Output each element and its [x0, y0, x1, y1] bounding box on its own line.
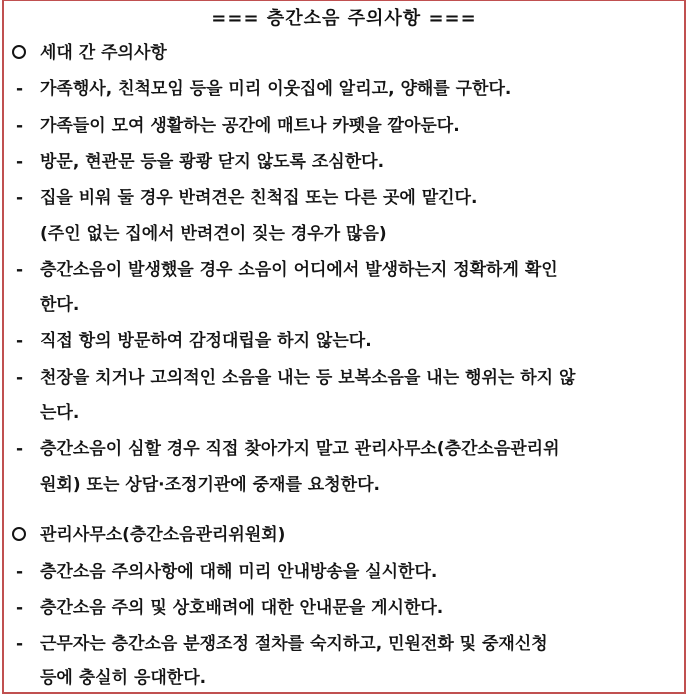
dash-marker: - — [16, 439, 24, 459]
list-item — [16, 151, 384, 173]
list-item-continuation: 한다. — [40, 295, 80, 315]
dash-marker: - — [16, 260, 24, 280]
dash-marker: - — [16, 562, 24, 582]
list-item-continuation: 등에 충실히 응대한다. — [40, 668, 207, 688]
list-item-text: 집을 비워 둘 경우 반려견은 친척집 또는 다른 곳에 맡긴다. — [40, 188, 478, 208]
list-item-text: 층간소음이 발생했을 경우 소음이 어디에서 발생하는지 정확하게 확인 — [40, 260, 558, 280]
list-item-text: 직접 항의 방문하여 감정대립을 하지 않는다. — [40, 331, 372, 351]
notice-frame — [2, 0, 686, 694]
section-heading-neighbors — [12, 42, 167, 64]
section-heading-label: 세대 간 주의사항 — [40, 43, 167, 63]
list-item — [16, 78, 511, 100]
dash-marker: - — [16, 116, 24, 136]
list-item — [16, 597, 443, 619]
list-item — [16, 633, 548, 655]
dash-marker: - — [16, 634, 24, 654]
page-title: === 층간소음 주의사항 === — [211, 8, 477, 29]
section-heading-label: 관리사무소(층간소음관리위원회) — [40, 525, 286, 545]
section-heading-management-office — [12, 524, 285, 546]
dash-marker: - — [16, 152, 24, 172]
list-item — [16, 438, 560, 460]
list-item — [16, 187, 477, 209]
list-item-text: 근무자는 층간소음 분쟁조정 절차를 숙지하고, 민원전화 및 중재신청 — [40, 634, 548, 654]
list-item-text: 천장을 치거나 고의적인 소음을 내는 등 보복소음을 내는 행위는 하지 않 — [40, 368, 576, 388]
list-item — [16, 561, 437, 583]
list-item-text: 방문, 현관문 등을 쾅쾅 닫지 않도록 조심한다. — [40, 152, 385, 172]
list-item-text: 층간소음 주의 및 상호배려에 대한 안내문을 게시한다. — [40, 598, 444, 618]
list-item-text: 층간소음 주의사항에 대해 미리 안내방송을 실시한다. — [40, 562, 438, 582]
dash-marker: - — [16, 188, 24, 208]
circle-bullet-icon — [12, 527, 26, 541]
circle-bullet-icon — [12, 45, 26, 59]
list-item-text: 가족들이 모여 생활하는 공간에 매트나 카펫을 깔아둔다. — [40, 116, 460, 136]
dash-marker: - — [16, 331, 24, 351]
dash-marker: - — [16, 79, 24, 99]
list-item — [16, 115, 460, 137]
list-item — [16, 330, 372, 352]
list-item-continuation: (주인 없는 집에서 반려견이 짖는 경우가 많음) — [40, 224, 387, 244]
list-item — [16, 367, 575, 389]
list-item — [16, 259, 558, 281]
dash-marker: - — [16, 368, 24, 388]
list-item-text: 가족행사, 친척모임 등을 미리 이웃집에 알리고, 양해를 구한다. — [40, 79, 512, 99]
list-item-continuation: 원회) 또는 상담·조정기관에 중재를 요청한다. — [40, 475, 380, 495]
dash-marker: - — [16, 598, 24, 618]
list-item-continuation: 는다. — [40, 403, 80, 423]
list-item-text: 층간소음이 심할 경우 직접 찾아가지 말고 관리사무소(층간소음관리위 — [40, 439, 560, 459]
